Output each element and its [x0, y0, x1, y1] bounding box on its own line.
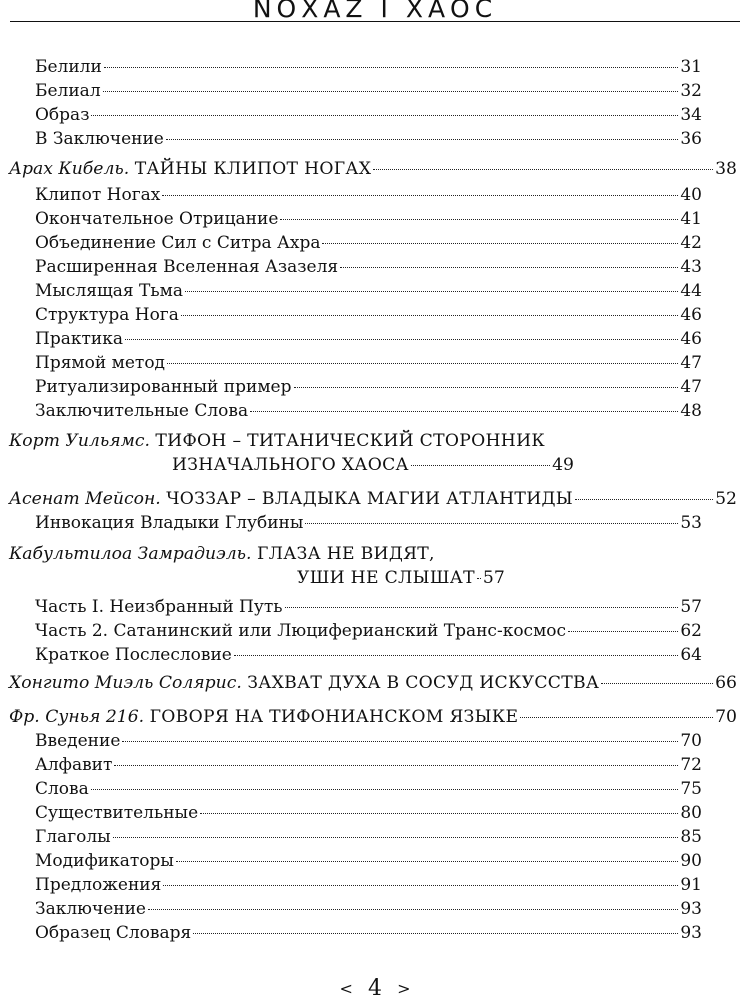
toc-entry-row: [0, 104, 750, 126]
dot-leader: [162, 195, 678, 196]
dot-leader: [167, 363, 678, 364]
dot-leader: [322, 243, 678, 244]
dot-leader: [411, 465, 550, 466]
toc-entry-label: Окончательное Отрицание: [35, 209, 279, 229]
toc-page-number: 38: [715, 159, 737, 179]
dot-leader: [294, 387, 679, 388]
toc-page-number: 40: [680, 185, 702, 205]
dot-leader: [373, 169, 713, 170]
toc-page-number: 70: [680, 731, 702, 751]
page-number: 4: [368, 976, 382, 1001]
toc-page-number: 44: [680, 281, 702, 301]
toc-author: Корт Уильямс.: [9, 431, 150, 451]
dot-leader: [125, 339, 678, 340]
toc-page-number: 48: [680, 401, 702, 421]
toc-chapter-title: ТИФОН – ТИТАНИЧЕСКИЙ СТОРОННИК: [155, 431, 545, 451]
toc-entry-label: Слова: [35, 779, 89, 799]
toc-entry-label: Глаголы: [35, 827, 111, 847]
toc-entry-row: [0, 304, 750, 326]
toc-author: Фр. Сунья 216.: [9, 707, 145, 727]
toc-entry-row: [0, 730, 750, 752]
toc-entry-label: Краткое Послесловие: [35, 645, 232, 665]
toc-entry-row: [0, 898, 750, 920]
toc-entry-row: [0, 754, 750, 776]
dot-leader: [200, 813, 678, 814]
dot-leader: [520, 717, 713, 718]
toc-chapter-continuation-row: [0, 454, 750, 476]
toc-chapter-row: [0, 672, 750, 694]
toc-page-number: 62: [680, 621, 702, 641]
toc-author: Хонгито Миэль Солярис.: [9, 673, 242, 693]
toc-entry-row: [0, 778, 750, 800]
toc-entry-label: Практика: [35, 329, 123, 349]
toc-author: Кабультилоа Замрадиэль.: [9, 544, 252, 564]
dot-leader: [477, 578, 481, 579]
dot-leader: [113, 837, 679, 838]
dot-leader: [91, 115, 678, 116]
toc-page-number: 32: [680, 81, 702, 101]
toc-chapter-title-continuation: УШИ НЕ СЛЫШАТ: [297, 568, 475, 588]
dot-leader: [122, 741, 678, 742]
toc-entry-label: Клипот Ногах: [35, 185, 161, 205]
toc-page-number: 57: [680, 597, 702, 617]
toc-page-number: 34: [680, 105, 702, 125]
toc-entry-row: [0, 232, 750, 254]
toc-entry-label: Структура Нога: [35, 305, 179, 325]
toc-chapter-title: ГОВОРЯ НА ТИФОНИАНСКОМ ЯЗЫКЕ: [149, 707, 519, 727]
toc-chapter-row: [0, 706, 750, 728]
toc-entry-label: Образ: [35, 105, 90, 125]
toc-entry-label: Часть I. Неизбранный Путь: [35, 597, 283, 617]
toc-chapter-title: ТАЙНЫ КЛИПОТ НОГАХ: [134, 159, 372, 179]
dot-leader: [280, 219, 678, 220]
toc-page-number: 49: [552, 455, 574, 475]
footer-right-mark: >: [397, 979, 411, 998]
toc-entry-label: Предложения: [35, 875, 162, 895]
dot-leader: [234, 655, 678, 656]
toc-page-number: 57: [482, 568, 505, 588]
toc-entry-row: [0, 620, 750, 642]
toc-entry-row: [0, 328, 750, 350]
toc-entry-row: [0, 874, 750, 896]
dot-leader: [305, 523, 678, 524]
dot-leader: [185, 291, 678, 292]
toc-entry-row: [0, 208, 750, 230]
toc-entry-label: Белили: [35, 57, 102, 77]
toc-entry-row: [0, 850, 750, 872]
toc-page-number: 46: [680, 329, 702, 349]
toc-author: Асенат Мейсон.: [9, 489, 161, 509]
toc-page-number: 90: [680, 851, 702, 871]
toc-entry-label: Алфавит: [35, 755, 113, 775]
toc-chapter-row: [0, 430, 750, 452]
toc-entry-row: [0, 512, 750, 534]
toc-page-number: 80: [680, 803, 702, 823]
dot-leader: [285, 607, 679, 608]
toc-page-number: 64: [680, 645, 702, 665]
toc-entry-label: Введение: [35, 731, 121, 751]
toc-chapter-row: [0, 488, 750, 510]
toc-page-number: 72: [680, 755, 702, 775]
toc-chapter-title: ЧОЗЗАР – ВЛАДЫКА МАГИИ АТЛАНТИДЫ: [166, 489, 573, 509]
toc-entry-label: Заключение: [35, 899, 146, 919]
toc-page-number: 52: [715, 489, 737, 509]
dot-leader: [568, 631, 678, 632]
dot-leader: [575, 499, 713, 500]
header-rule: [10, 21, 740, 22]
toc-page-number: 36: [680, 129, 702, 149]
toc-entry-label: Объединение Сил с Ситра Ахра: [35, 233, 321, 253]
dot-leader: [148, 909, 678, 910]
toc-entry-row: [0, 352, 750, 374]
toc-page-number: 47: [680, 377, 702, 397]
toc-page-number: 91: [680, 875, 702, 895]
toc-page-number: 46: [680, 305, 702, 325]
toc-entry-row: [0, 80, 750, 102]
toc-entry-label: Модификаторы: [35, 851, 174, 871]
toc-chapter-title: ЗАХВАТ ДУХА В СОСУД ИСКУССТВА: [247, 673, 600, 693]
toc-entry-row: [0, 56, 750, 78]
toc-page-number: 43: [680, 257, 702, 277]
toc-page-number: 75: [680, 779, 702, 799]
toc-entry-label: Заключительные Слова: [35, 401, 249, 421]
dot-leader: [193, 933, 678, 934]
toc-entry-label: Существительные: [35, 803, 199, 823]
footer-left-mark: <: [339, 979, 353, 998]
running-header: [0, 0, 750, 26]
toc-page-number: 41: [680, 209, 702, 229]
toc-entry-label: Ритуализированный пример: [35, 377, 292, 397]
toc-entry-row: [0, 644, 750, 666]
toc-entry-row: [0, 128, 750, 150]
dot-leader: [340, 267, 678, 268]
dot-leader: [103, 91, 679, 92]
book-title: ΝΟΧΑΖ Ι ΧΑΟС: [252, 0, 498, 23]
toc-chapter-row: [0, 158, 750, 180]
dot-leader: [104, 67, 679, 68]
toc-page-number: 66: [715, 673, 737, 693]
toc-entry-label: Прямой метод: [35, 353, 166, 373]
dot-leader: [166, 139, 678, 140]
toc-page-number: 42: [680, 233, 702, 253]
toc-entry-row: [0, 922, 750, 944]
toc-chapter-title-continuation: ИЗНАЧАЛЬНОГО ХАОСА: [172, 455, 409, 475]
toc-chapter-title: ГЛАЗА НЕ ВИДЯТ,: [256, 544, 435, 564]
toc-entry-label: Белиал: [35, 81, 101, 101]
toc-entry-label: Образец Словаря: [35, 923, 192, 943]
toc-page-number: 93: [680, 923, 702, 943]
toc-entry-row: [0, 280, 750, 302]
toc-entry-label: Инвокация Владыки Глубины: [35, 513, 304, 533]
dot-leader: [163, 885, 678, 886]
toc-entry-row: [0, 184, 750, 206]
toc-chapter-continuation-row: [0, 567, 750, 589]
toc-entry-row: [0, 256, 750, 278]
toc-entry-row: [0, 802, 750, 824]
toc-page-number: 93: [680, 899, 702, 919]
dot-leader: [601, 683, 713, 684]
toc-entry-label: Мыслящая Тьма: [35, 281, 184, 301]
toc-page-number: 47: [680, 353, 702, 373]
toc-entry-label: Часть 2. Сатанинский или Люциферианский Транс-космос: [35, 621, 567, 641]
toc-entry-row: [0, 826, 750, 848]
dot-leader: [250, 411, 678, 412]
toc-entry-row: [0, 596, 750, 618]
toc-page-number: 31: [680, 57, 702, 77]
toc-chapter-row: [0, 543, 750, 565]
toc-page-number: 53: [680, 513, 702, 533]
dot-leader: [91, 789, 679, 790]
toc-entry-row: [0, 400, 750, 422]
toc-page-number: 70: [715, 707, 737, 727]
page-footer: [0, 975, 750, 1001]
toc-entry-label: В Заключение: [35, 129, 164, 149]
toc-page-number: 85: [680, 827, 702, 847]
dot-leader: [114, 765, 678, 766]
dot-leader: [181, 315, 679, 316]
toc-entry-label: Расширенная Вселенная Азазеля: [35, 257, 339, 277]
toc-entry-row: [0, 376, 750, 398]
toc-author: Арах Кибель.: [9, 159, 130, 179]
dot-leader: [176, 861, 678, 862]
